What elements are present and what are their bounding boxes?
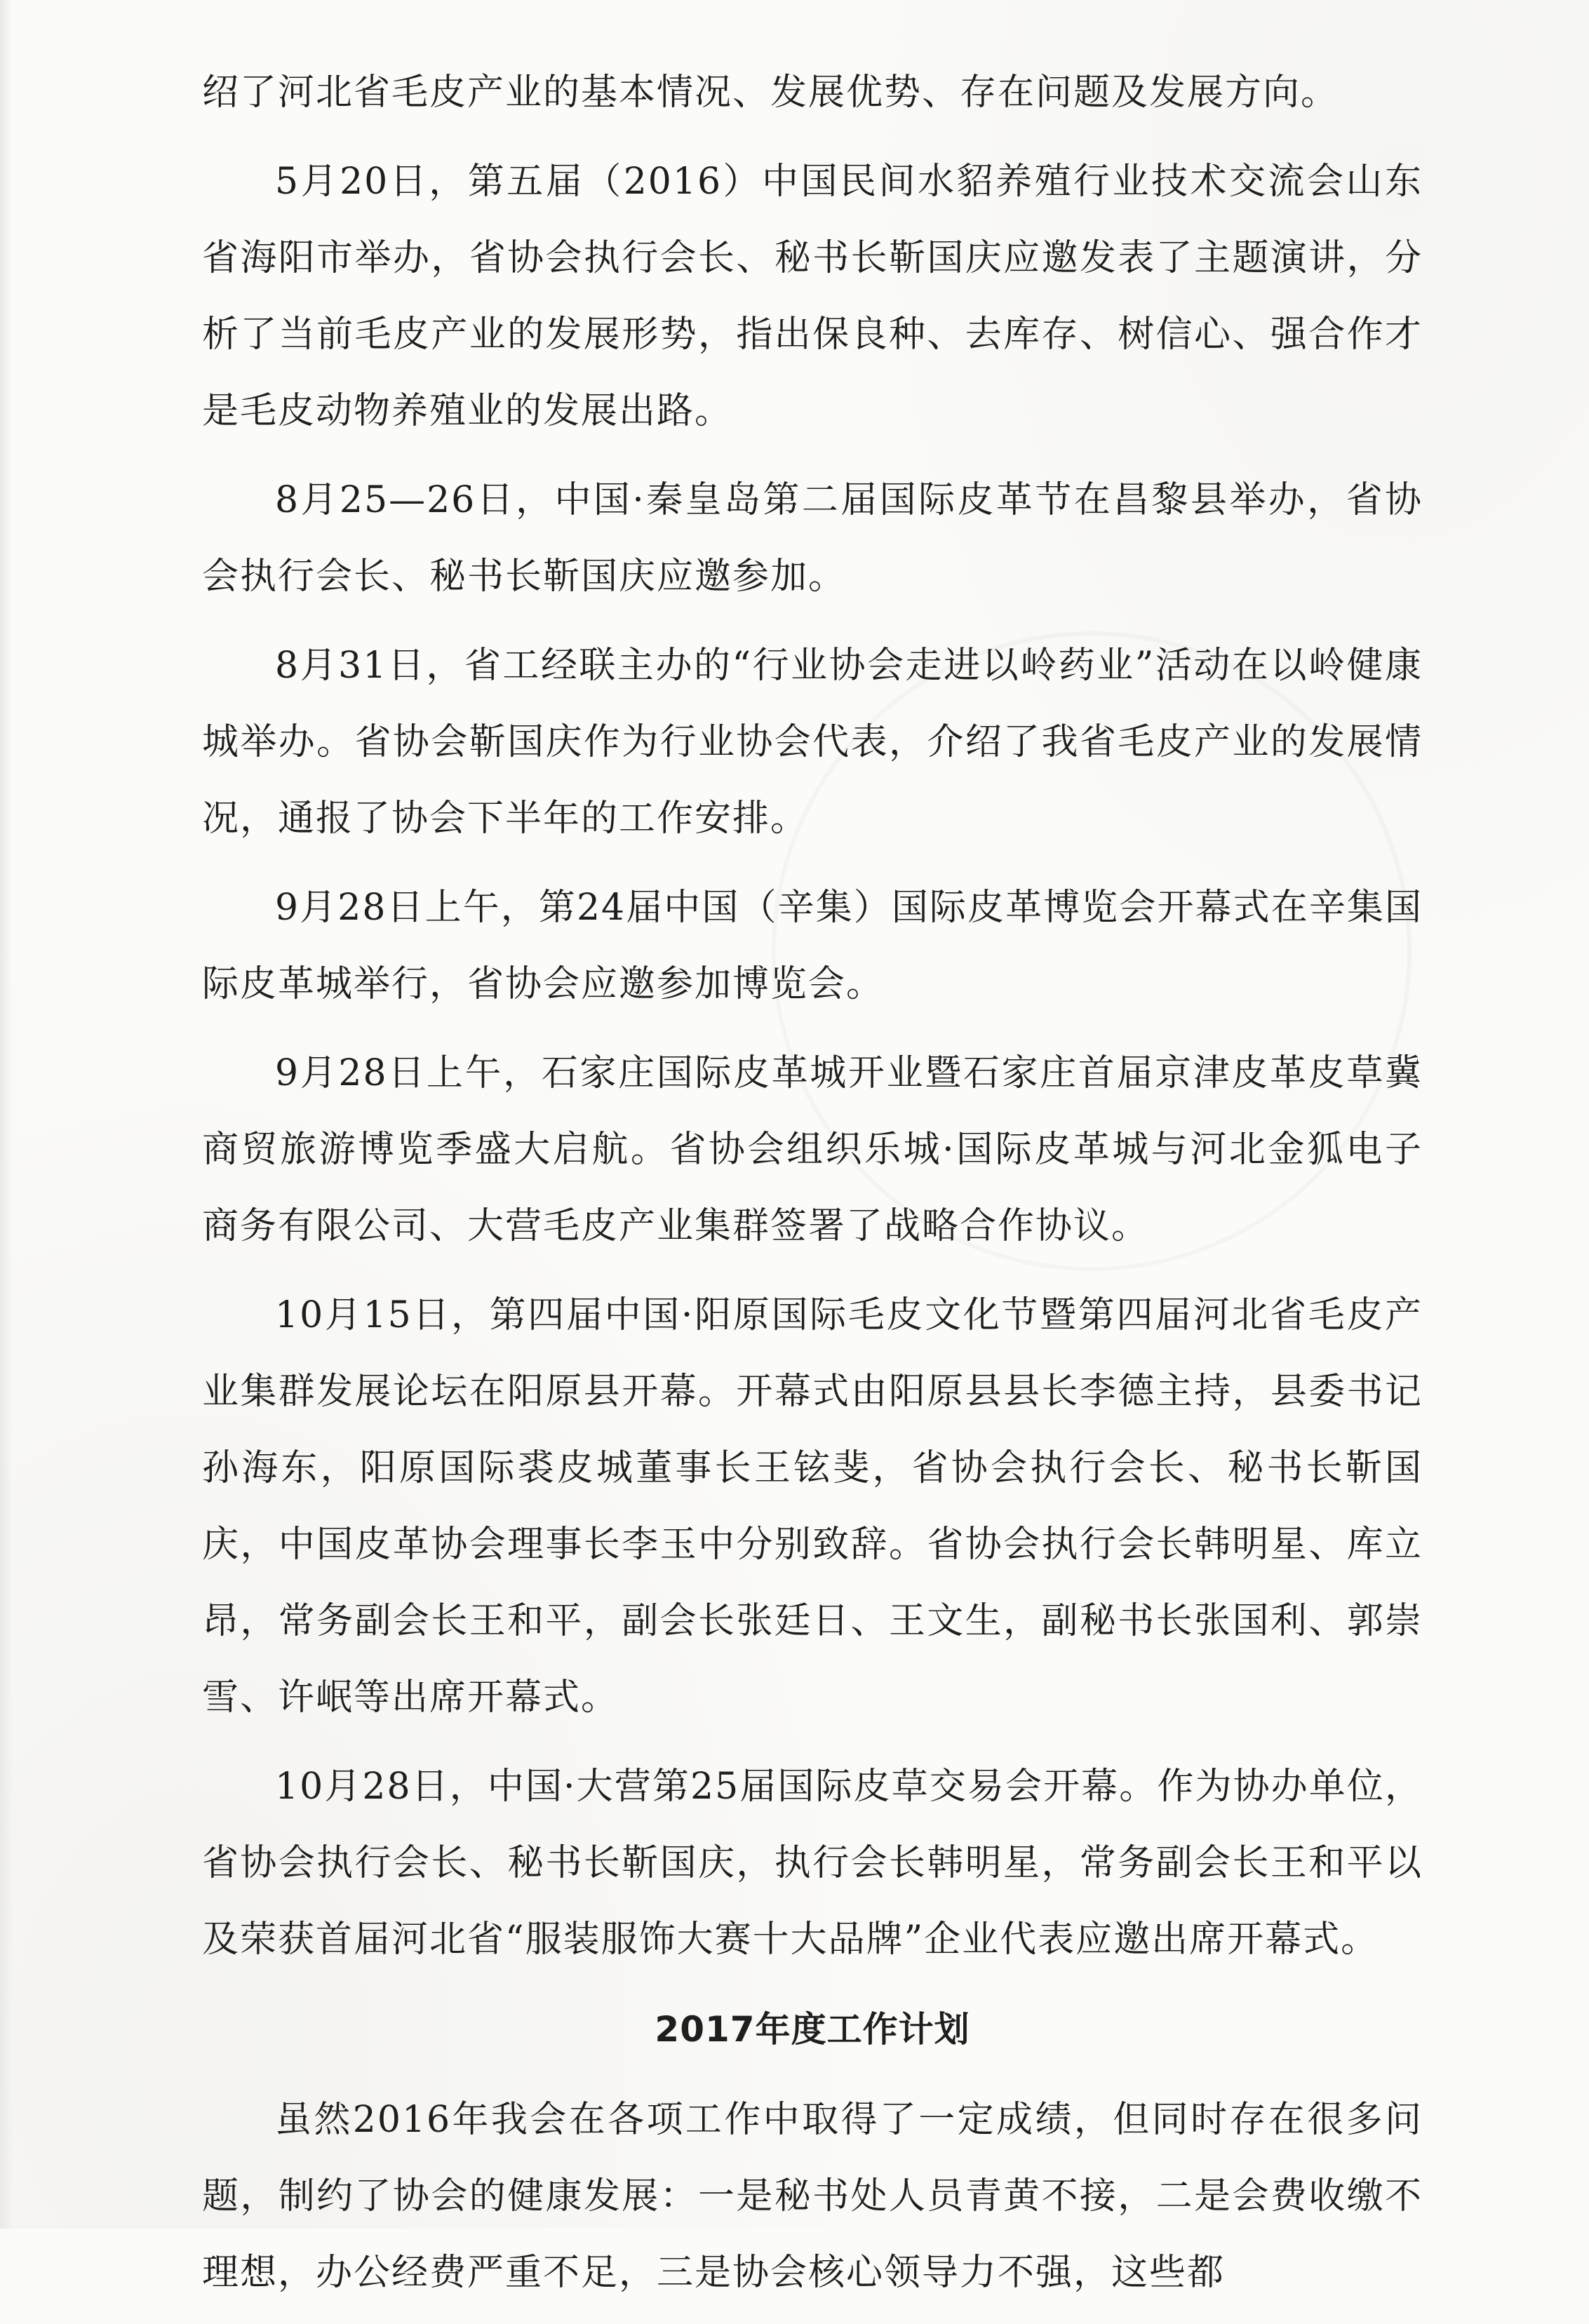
paragraph-oct-15: 10月15日，第四届中国·阳原国际毛皮文化节暨第四届河北省毛皮产业集群发展论坛在阳原县开幕。开幕式由阳原县县长李德主持，县委书记孙海东，阳原国际裘皮城董事长王铉斐，省协会执行会长、秘书长靳国庆，中国皮革协会理事长李玉中分别致辞。省协会执行会长韩明星、库立昂，常务副会长王和平，副会长张廷日、王文生，副秘书长张国利、郭崇雪、许岷等出席开幕式。 (202, 1294, 1423, 1719)
paragraph-aug-31: 8月31日，省工经联主办的“行业协会走进以岭药业”活动在以岭健康城举办。省协会靳国庆作为行业协会代表，介绍了我省毛皮产业的发展情况，通报了协会下半年的工作安排。 (202, 645, 1423, 840)
scan-edge-shadow (0, 0, 13, 2229)
paragraph-sep-28-xinji: 9月28日上午，第24届中国（辛集）国际皮革博览会开幕式在辛集国际皮革城举行，省协会应邀参加博览会。 (202, 887, 1423, 1005)
paragraph-plan-intro: 虽然2016年我会在各项工作中取得了一定成绩，但同时存在很多问题，制约了协会的健康发展：一是秘书处人员青黄不接，二是会费收缴不理想，办公经费严重不足，三是协会核心领导力不强，这些都 (202, 2099, 1423, 2294)
paragraph-may-20: 5月20日，第五届（2016）中国民间水貂养殖行业技术交流会山东省海阳市举办，省协会执行会长、秘书长靳国庆应邀发表了主题演讲，分析了当前毛皮产业的发展形势，指出保良种、去库存、树信心、强合作才是毛皮动物养殖业的发展出路。 (202, 161, 1423, 432)
document-body (202, 55, 1423, 2324)
paragraph-aug-25: 8月25—26日，中国·秦皇岛第二届国际皮革节在昌黎县举办，省协会执行会长、秘书长靳国庆应邀参加。 (202, 479, 1423, 598)
paragraph-oct-28: 10月28日，中国·大营第25届国际皮草交易会开幕。作为协办单位，省协会执行会长、秘书长靳国庆，执行会长韩明星，常务副会长王和平以及荣获首届河北省“服装服饰大赛十大品牌”企业代表应邀出席开幕式。 (202, 1766, 1423, 1961)
paragraph-sep-28-shijiazhuang: 9月28日上午，石家庄国际皮革城开业暨石家庄首届京津皮革皮草冀商贸旅游博览季盛大启航。省协会组织乐城·国际皮革城与河北金狐电子商务有限公司、大营毛皮产业集群签署了战略合作协议。 (202, 1052, 1423, 1247)
paragraph-continuation: 绍了河北省毛皮产业的基本情况、发展优势、存在问题及发展方向。 (202, 72, 1339, 114)
section-title: 2017年度工作计划 (655, 2009, 970, 2050)
